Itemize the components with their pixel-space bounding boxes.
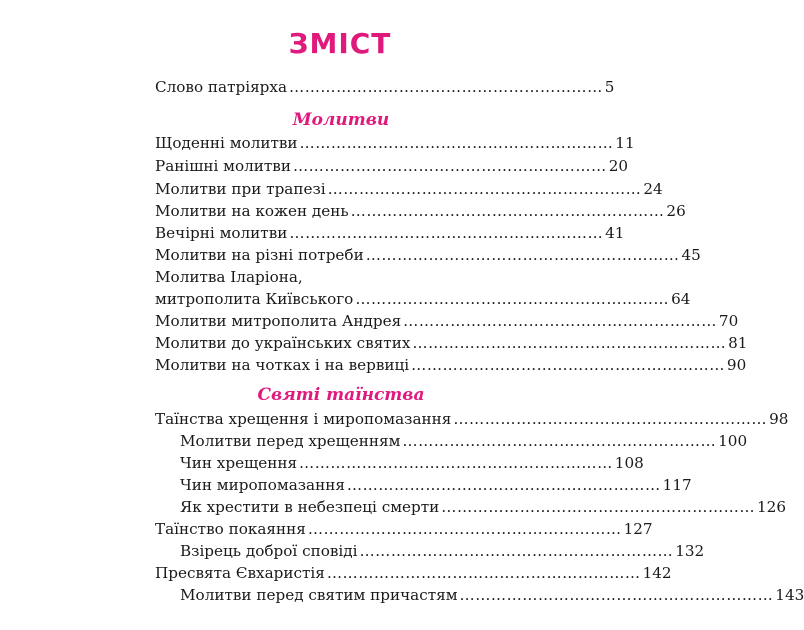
toc-entry-page: 5 bbox=[604, 78, 615, 96]
toc-entry[interactable] bbox=[155, 222, 625, 244]
toc-entry-page: 41 bbox=[605, 224, 625, 242]
toc-entry-page: 11 bbox=[615, 134, 635, 152]
toc-entry-label: Слово патріярха bbox=[155, 78, 288, 96]
leader-dots: …………………………………………………… bbox=[299, 134, 614, 152]
toc-entry-page: 45 bbox=[681, 246, 701, 264]
toc-entry-label: Щоденні молитви bbox=[155, 134, 298, 152]
page-title: ЗМІСТ bbox=[288, 27, 392, 60]
section-heading-sacraments: Святі таїнства bbox=[257, 385, 425, 405]
leader-dots: …………………………………………………… bbox=[412, 334, 727, 352]
section-heading-prayers: Молитви bbox=[292, 110, 390, 130]
toc-entry-label: Пресвята Євхаристія bbox=[155, 564, 325, 582]
toc-entry-label: Молитви на кожен день bbox=[155, 202, 349, 220]
leader-dots: …………………………………………………… bbox=[453, 410, 768, 428]
toc-entry-label: Молитви при трапезі bbox=[155, 180, 326, 198]
toc-entry[interactable] bbox=[155, 518, 653, 540]
toc-entry-label: Ранішні молитви bbox=[155, 157, 291, 175]
leader-dots: …………………………………………………… bbox=[327, 180, 642, 198]
leader-dots: …………………………………………………… bbox=[346, 476, 661, 494]
toc-entry[interactable] bbox=[180, 430, 748, 452]
leader-dots: …………………………………………………… bbox=[441, 498, 756, 516]
leader-dots: …………………………………………………… bbox=[459, 586, 774, 604]
leader-dots: …………………………………………………… bbox=[403, 312, 717, 330]
leader-dots: …………………………………………………… bbox=[355, 290, 670, 308]
toc-entry-page: 100 bbox=[718, 432, 748, 450]
toc-entry-page: 127 bbox=[623, 520, 653, 538]
toc-entry-page: 26 bbox=[666, 202, 686, 220]
toc-entry-label: Чин хрещення bbox=[180, 454, 298, 472]
toc-entry[interactable] bbox=[155, 310, 739, 332]
leader-dots: …………………………………………………… bbox=[299, 454, 613, 472]
toc-entry[interactable] bbox=[155, 244, 701, 266]
toc-entry[interactable] bbox=[155, 562, 672, 584]
toc-entry[interactable] bbox=[180, 474, 692, 496]
toc-entry-label: Таїнство покаяння bbox=[155, 520, 306, 538]
toc-entry-label: Молитви до українських святих bbox=[155, 334, 411, 352]
leader-dots: …………………………………………………… bbox=[365, 246, 680, 264]
toc-entry-label: митрополита Київського bbox=[155, 290, 354, 308]
toc-entry-label: Молитви митрополита Андрея bbox=[155, 312, 402, 330]
toc-entry[interactable] bbox=[155, 178, 663, 200]
toc-entry[interactable] bbox=[155, 266, 527, 288]
toc-entry-label: Молитва Іларіона, bbox=[155, 268, 303, 286]
leader-dots: …………………………………………………… bbox=[292, 157, 607, 175]
toc-entry-page: 126 bbox=[757, 498, 787, 516]
toc-entry[interactable] bbox=[155, 155, 629, 177]
toc-entry-page: 143 bbox=[775, 586, 804, 604]
toc-entry-label: Молитви на різні потреби bbox=[155, 246, 364, 264]
toc-entry[interactable] bbox=[180, 496, 787, 518]
toc-entry-page: 142 bbox=[642, 564, 672, 582]
leader-dots: …………………………………………………… bbox=[326, 564, 641, 582]
toc-entry-label: Вечірні молитви bbox=[155, 224, 288, 242]
toc-entry[interactable] bbox=[155, 354, 747, 376]
toc-entry-label: Чин миропомазання bbox=[180, 476, 345, 494]
toc-entry[interactable] bbox=[180, 584, 804, 606]
leader-dots: …………………………………………………… bbox=[402, 432, 717, 450]
toc-entry[interactable] bbox=[180, 452, 644, 474]
toc-entry[interactable] bbox=[155, 200, 686, 222]
toc-entry-page: 64 bbox=[671, 290, 691, 308]
toc-entry-page: 81 bbox=[728, 334, 748, 352]
toc-entry-label: Молитви перед святим причастям bbox=[180, 586, 458, 604]
leader-dots: …………………………………………………… bbox=[359, 542, 674, 560]
toc-entry[interactable] bbox=[155, 76, 615, 98]
toc-entry-page: 20 bbox=[608, 157, 629, 175]
toc-entry-page: 117 bbox=[662, 476, 692, 494]
toc-entry-label: Таїнства хрещення і миропомазання bbox=[155, 410, 452, 428]
toc-entry-page: 70 bbox=[718, 312, 739, 330]
toc-entry-page: 108 bbox=[614, 454, 644, 472]
toc-entry-label: Молитви перед хрещенням bbox=[180, 432, 401, 450]
toc-entry-label: Взірець доброї сповіді bbox=[180, 542, 358, 560]
toc-entry[interactable] bbox=[155, 332, 748, 354]
toc-entry[interactable] bbox=[180, 540, 705, 562]
toc-entry-page: 132 bbox=[675, 542, 705, 560]
toc-entry-label: Молитви на чотках і на вервиці bbox=[155, 356, 410, 374]
toc-entry-label: Як хрестити в небезпеці смерти bbox=[180, 498, 440, 516]
toc-entry[interactable] bbox=[155, 288, 691, 310]
leader-dots: …………………………………………………… bbox=[289, 78, 603, 96]
leader-dots: …………………………………………………… bbox=[289, 224, 604, 242]
leader-dots: …………………………………………………… bbox=[411, 356, 725, 374]
toc-entry[interactable] bbox=[155, 132, 635, 154]
leader-dots: …………………………………………………… bbox=[350, 202, 665, 220]
toc-entry[interactable] bbox=[155, 408, 789, 430]
leader-dots: …………………………………………………… bbox=[307, 520, 622, 538]
toc-entry-page: 98 bbox=[769, 410, 789, 428]
toc-entry-page: 24 bbox=[643, 180, 663, 198]
toc-entry-page: 90 bbox=[726, 356, 747, 374]
